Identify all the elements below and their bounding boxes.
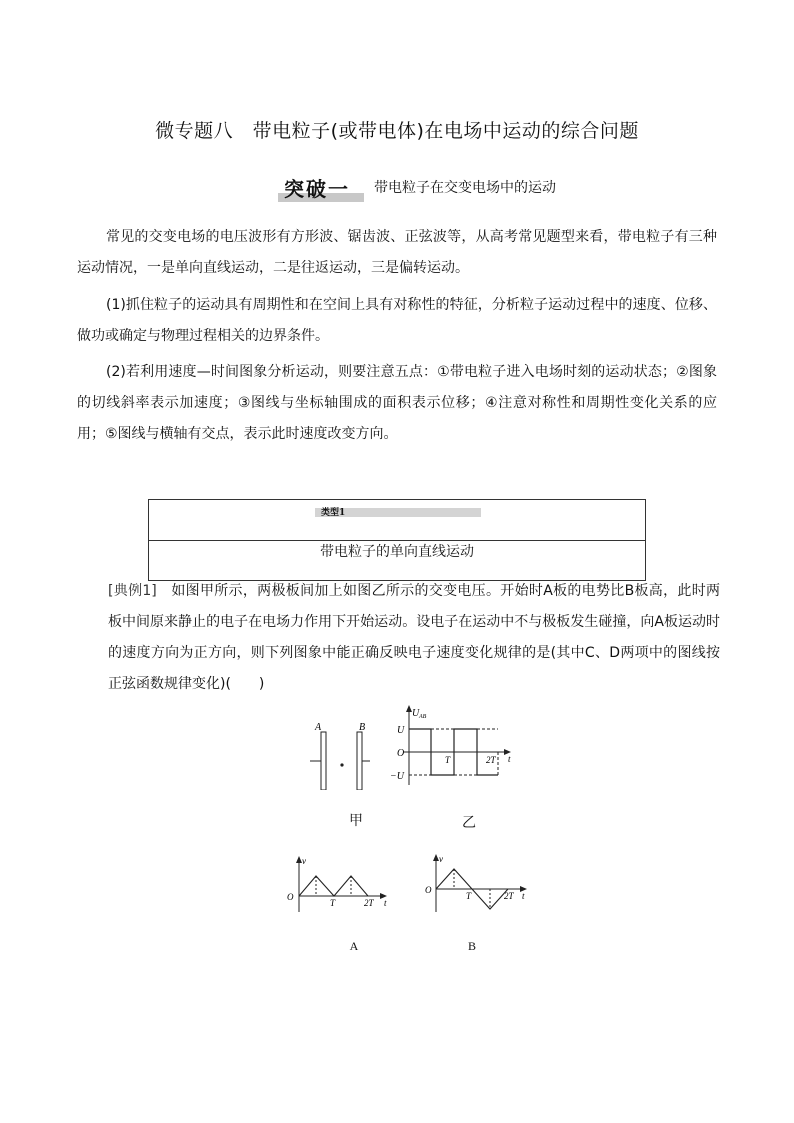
option-a-graph bbox=[284, 854, 394, 916]
type-tag bbox=[315, 508, 481, 517]
type-title: 带电粒子的单向直线运动 bbox=[320, 544, 474, 560]
page-title: 微专题八 带电粒子(或带电体)在电场中运动的综合问题 bbox=[155, 120, 639, 142]
option-a-t-axis: t bbox=[384, 898, 387, 908]
option-b-origin: O bbox=[425, 885, 432, 895]
option-a-2t-label: 2T bbox=[364, 898, 374, 908]
point-2-paragraph: (2)若利用速度—时间图象分析运动，则要注意五点：①带电粒子进入电场时刻的运动状态；②图象的切线斜率表示加速度；③图线与坐标轴围成的面积表示位移；④注意对称性和周期性变化关系的应用；⑤图线与横轴有交点，表示此时速度改变方向。 bbox=[77, 364, 717, 442]
type-box bbox=[148, 499, 646, 581]
option-b-graph bbox=[424, 852, 534, 914]
figure-yi-caption: 乙 bbox=[462, 815, 476, 831]
yi-y-axis-label: U bbox=[412, 708, 420, 719]
type-tag-label: 类型1 bbox=[321, 508, 346, 518]
option-b-caption: B bbox=[467, 939, 476, 953]
plate-b-label: B bbox=[359, 722, 366, 733]
yi-u-pos-label: U bbox=[397, 725, 405, 736]
intro-paragraph: 常见的交变电场的电压波形有方形波、锯齿波、正弦波等，从高考常见题型来看，带电粒子有三种运动情况，一是单向直线运动，二是往返运动，三是偏转运动。 bbox=[77, 229, 717, 276]
yi-u-neg-label: −U bbox=[390, 771, 404, 782]
figure-jia-caption: 甲 bbox=[349, 813, 363, 829]
figure-jia-plates bbox=[300, 720, 370, 790]
option-a-t-label: T bbox=[330, 898, 336, 908]
example-paragraph bbox=[108, 576, 720, 700]
breakthrough-badge bbox=[278, 172, 364, 202]
breakthrough-badge-text: 突破一 bbox=[284, 177, 350, 201]
example-label: [典例1] bbox=[108, 583, 157, 599]
option-a-origin: O bbox=[287, 892, 294, 902]
yi-2t-label: 2T bbox=[486, 755, 496, 765]
yi-origin-label: O bbox=[397, 748, 405, 759]
plate-a-label: A bbox=[315, 722, 322, 733]
point-1-paragraph: (1)抓住粒子的运动具有周期性和在空间上具有对称性的特征，分析粒子运动过程中的速度、位移、做功或确定与物理过程相关的边界条件。 bbox=[77, 297, 717, 344]
breakthrough-subtitle: 带电粒子在交变电场中的运动 bbox=[374, 180, 556, 196]
yi-t-label: T bbox=[445, 755, 451, 765]
option-b-y-label: v bbox=[439, 854, 443, 864]
option-b-t-label: T bbox=[466, 891, 472, 901]
option-a-caption: A bbox=[349, 939, 359, 953]
figure-yi-waveform bbox=[390, 700, 520, 790]
example-text: 如图甲所示，两极板间加上如图乙所示的交变电压。开始时A板的电势比B板高，此时两板中间原来静止的电子在电场力作用下开始运动。设电子在运动中不与极板发生碰撞，向A板运动时的速度方向为正方向，则下列图象中能正确反映电子速度变化规律的是(其中C、D两项中的图线按正弦函数规律变化)( ) bbox=[108, 583, 720, 692]
yi-y-axis-sub: AB bbox=[419, 714, 427, 720]
option-a-y-label: v bbox=[302, 856, 306, 866]
option-b-t-axis: t bbox=[522, 891, 525, 901]
option-b-2t-label: 2T bbox=[504, 891, 514, 901]
yi-t-axis-label: t bbox=[508, 754, 511, 764]
